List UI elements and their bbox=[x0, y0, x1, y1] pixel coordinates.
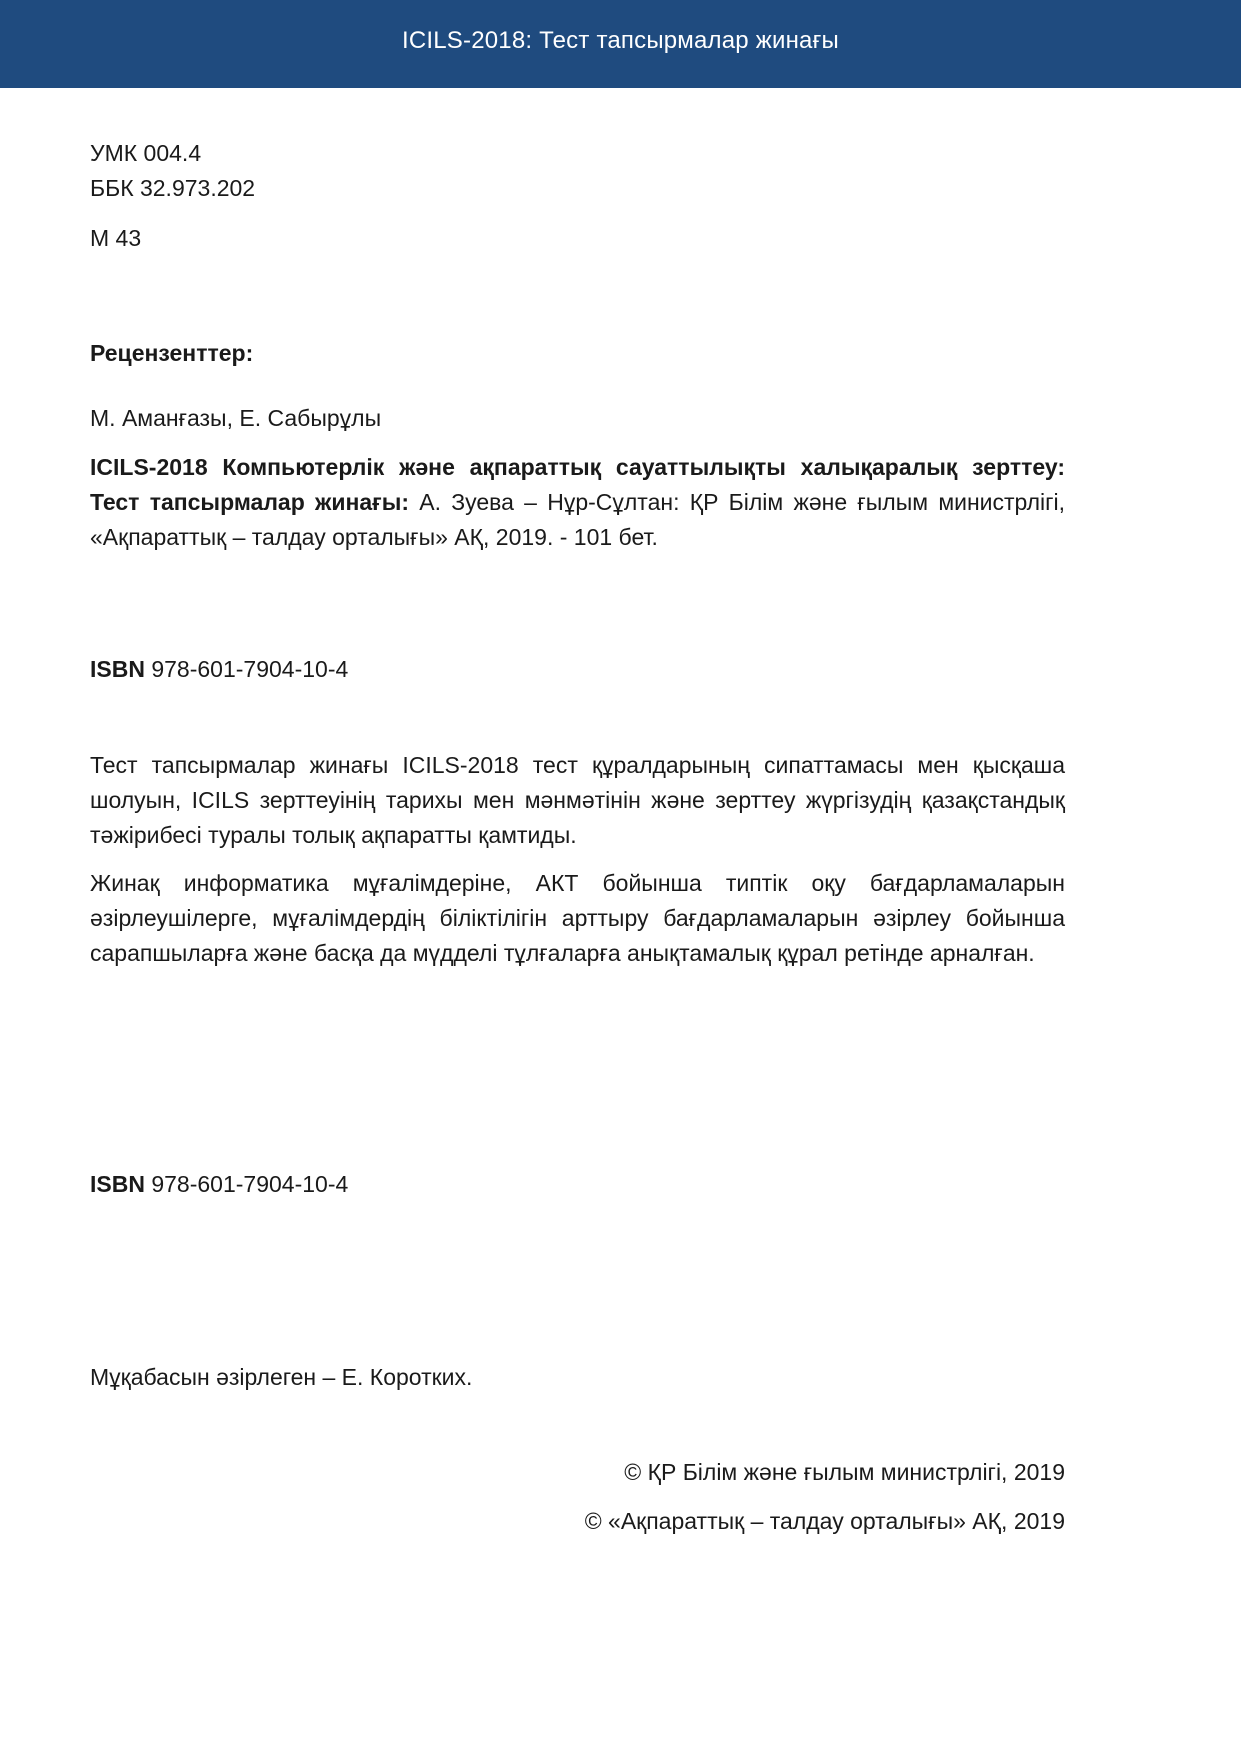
reviewers-heading: Рецензенттер: bbox=[90, 340, 254, 366]
author-mark: М 43 bbox=[90, 225, 142, 251]
isbn-label: ISBN bbox=[90, 1171, 145, 1197]
cover-credit: Мұқабасын әзірлеген – Е. Коротких. bbox=[90, 1364, 473, 1390]
isbn-bottom bbox=[90, 1167, 348, 1202]
abstract-paragraph-1: Тест тапсырмалар жинағы ICILS-2018 тест құралдарының сипаттамасы мен қысқаша шолуын, ICILS зерттеуінің тарихы мен мәнмәтінін және зерттеу жүргізудің қазақстандық тәжірибесі туралы толық ақпаратты қамтиды. bbox=[90, 752, 1065, 848]
isbn-label: ISBN bbox=[90, 656, 145, 682]
bbk-code: ББК 32.973.202 bbox=[90, 175, 256, 201]
citation-title: ICILS-2018 Компьютерлік және ақпараттық сауаттылықты халықаралық зерттеу: Тест тапсырмалар жинағы: bbox=[90, 454, 1065, 515]
isbn-value: 978-601-7904-10-4 bbox=[144, 1171, 349, 1197]
copyright-ministry: © ҚР Білім және ғылым министрлігі, 2019 bbox=[624, 1459, 1065, 1485]
page-header-bar bbox=[0, 0, 1241, 88]
reviewers-names: М. Аманғазы, Е. Сабырұлы bbox=[90, 405, 382, 431]
page-header-title: ICILS-2018: Тест тапсырмалар жинағы bbox=[401, 27, 839, 54]
udc-code: УМК 004.4 bbox=[90, 140, 202, 166]
abstract-paragraph-2: Жинақ информатика мұғалімдеріне, АКТ бойынша типтік оқу бағдарламаларын әзірлеушілерге, мұғалімдердің біліктілігін арттыру бағдарламаларын әзірлеу бойынша сарапшыларға және басқа да мүдделі тұлғаларға анықтамалық құрал ретінде арналған. bbox=[90, 870, 1065, 966]
isbn-value: 978-601-7904-10-4 bbox=[144, 656, 349, 682]
bibliographic-citation bbox=[90, 450, 1065, 555]
isbn-top bbox=[90, 652, 348, 687]
copyright-center: © «Ақпараттық – талдау орталығы» АҚ, 2019 bbox=[584, 1508, 1065, 1534]
citation-details: А. Зуева – Нұр-Сұлтан: ҚР Білім және ғылым министрлігі, «Ақпараттық – талдау орталығы» АҚ, 2019. - 101 бет. bbox=[90, 489, 1065, 550]
